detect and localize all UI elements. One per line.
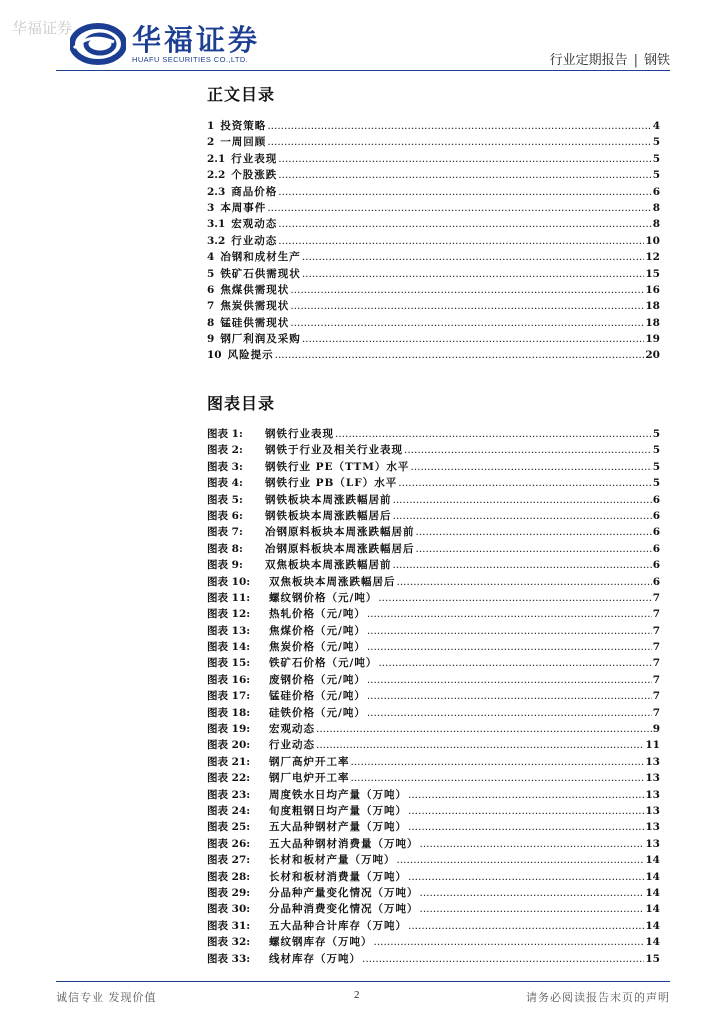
figure-entry-label: 图表 9: xyxy=(207,559,243,572)
toc-entry-title: 钢厂利润及采购 xyxy=(220,333,301,346)
figure-entry-title: 行业动态 xyxy=(269,739,315,752)
figure-entry-title: 冶钢原料板块本周涨跌幅居前 xyxy=(265,526,415,539)
figure-entry-label: 图表 19: xyxy=(207,723,251,736)
figure-entry[interactable] xyxy=(207,655,660,671)
page-number: 2 xyxy=(354,989,360,1001)
figure-entry-title: 锰硅价格（元/吨） xyxy=(269,690,366,703)
toc-leader-dots xyxy=(278,218,651,230)
figure-entry-page: 9 xyxy=(652,723,660,736)
toc-entry-title: 焦炭供需现状 xyxy=(220,300,290,313)
toc-entry-number: 10 xyxy=(207,349,222,362)
brand-name-en: HUAFU SECURITIES CO.,LTD. xyxy=(132,55,249,64)
figure-leader-dots xyxy=(393,510,652,522)
figure-entry-label: 图表 14: xyxy=(207,641,251,654)
toc-entry[interactable] xyxy=(207,282,660,298)
figure-entry[interactable] xyxy=(207,869,660,885)
figure-entry-title: 钢铁行业 PE（TTM）水平 xyxy=(265,460,410,473)
figure-entry[interactable] xyxy=(207,770,660,786)
figure-entry-label: 图表 23: xyxy=(207,788,251,801)
figure-entry-title: 硅铁价格（元/吨） xyxy=(269,706,366,719)
figure-entry-label: 图表 3: xyxy=(207,460,243,473)
figure-entry[interactable] xyxy=(207,819,660,835)
toc-entry-number: 7 xyxy=(207,300,215,313)
figure-leader-dots xyxy=(416,526,652,538)
figure-leader-dots xyxy=(367,707,652,719)
toc-entry-number: 2.3 xyxy=(207,185,226,198)
toc-entry-title: 本周事件 xyxy=(220,201,267,214)
toc-entry[interactable] xyxy=(207,266,660,282)
toc-entry[interactable] xyxy=(207,134,660,150)
figure-entry-label: 图表 8: xyxy=(207,542,243,555)
brand-logo xyxy=(70,22,260,66)
figure-entry-title: 螺纹钢价格（元/吨） xyxy=(269,591,378,604)
toc-entry[interactable] xyxy=(207,249,660,265)
toc-entry[interactable] xyxy=(207,298,660,314)
figure-entry[interactable] xyxy=(207,459,660,475)
toc-entry-number: 8 xyxy=(207,316,215,329)
figure-entry-title: 旬度粗钢日均产量（万吨） xyxy=(269,804,407,817)
toc-entry-page: 8 xyxy=(652,201,660,214)
figure-entry[interactable] xyxy=(207,803,660,819)
figure-leader-dots xyxy=(362,953,644,965)
figure-entry-page: 6 xyxy=(652,559,660,572)
figure-leader-dots xyxy=(420,838,645,850)
figure-entry-page: 7 xyxy=(652,591,660,604)
figure-entry-title: 钢铁行业表现 xyxy=(265,428,334,440)
toc-entry-title: 风险提示 xyxy=(227,349,274,362)
figure-leader-dots xyxy=(408,789,644,801)
toc-entry-page: 6 xyxy=(652,185,660,198)
figure-entry-label: 图表 6: xyxy=(207,509,243,522)
figure-entry-label: 图表 27: xyxy=(207,854,251,867)
figure-entry[interactable] xyxy=(207,688,660,704)
figure-leader-dots xyxy=(404,444,652,456)
figure-entry[interactable] xyxy=(207,508,660,524)
figure-entry[interactable] xyxy=(207,492,660,508)
report-type: 行业定期报告 xyxy=(549,53,628,68)
figure-entry[interactable] xyxy=(207,705,660,721)
figure-entry-page: 6 xyxy=(652,526,660,539)
toc-entry-number: 3.2 xyxy=(207,234,226,247)
toc-entry-number: 2 xyxy=(207,136,215,149)
figure-entry-title: 钢铁于行业及相关行业表现 xyxy=(265,444,403,457)
figure-entry-label: 图表 15: xyxy=(207,657,251,670)
figure-entry-page: 14 xyxy=(645,886,660,899)
figure-leader-dots xyxy=(416,543,652,555)
figure-entry-page: 6 xyxy=(652,493,660,506)
figure-entry-title: 焦炭价格（元/吨） xyxy=(269,641,366,654)
figure-entry-page: 14 xyxy=(645,903,660,916)
figure-entry-page: 7 xyxy=(652,673,660,686)
figure-entry-title: 螺纹钢库存（万吨） xyxy=(269,936,373,949)
figure-entry-label: 图表 24: xyxy=(207,804,251,817)
industry-name: 钢铁 xyxy=(643,53,670,68)
toc-entry-title: 一周回顾 xyxy=(220,136,267,149)
toc-entry-page: 16 xyxy=(645,283,660,296)
huafu-swirl-logo-icon xyxy=(70,22,126,66)
figure-leader-dots xyxy=(408,920,644,932)
toc-leader-dots xyxy=(290,317,644,329)
footer-disclaimer: 请务必阅读报告末页的声明 xyxy=(526,991,670,1004)
figure-leader-dots xyxy=(397,576,652,588)
toc-entry-title: 投资策略 xyxy=(220,120,267,132)
figure-entry-label: 图表 10: xyxy=(207,575,251,588)
toc-entry-title: 行业表现 xyxy=(231,152,278,165)
toc-entry[interactable] xyxy=(207,315,660,331)
toc-entry-page: 19 xyxy=(645,333,660,346)
figure-entry[interactable] xyxy=(207,639,660,655)
figure-leader-dots xyxy=(378,657,651,669)
toc-entry-page: 20 xyxy=(645,349,660,362)
figure-entry-page: 5 xyxy=(652,460,660,473)
figure-entry-page: 7 xyxy=(652,706,660,719)
toc-leader-dots xyxy=(267,136,651,148)
figure-leader-dots xyxy=(367,690,652,702)
figures-title: 图表目录 xyxy=(207,394,276,413)
figure-entry-label: 图表 33: xyxy=(207,952,251,965)
figure-entry-title: 长材和板材产量（万吨） xyxy=(269,854,396,867)
figure-entry-title: 线材库存（万吨） xyxy=(269,952,361,965)
figure-entry[interactable] xyxy=(207,557,660,573)
figure-entry[interactable] xyxy=(207,475,660,491)
figure-entry-page: 13 xyxy=(645,804,660,817)
toc-entry[interactable] xyxy=(207,331,660,347)
figure-entry-page: 6 xyxy=(652,575,660,588)
toc-leader-dots xyxy=(302,333,645,345)
toc-entry[interactable] xyxy=(207,184,660,200)
figure-leader-dots xyxy=(367,674,652,686)
toc-entry-page: 5 xyxy=(652,136,660,149)
toc-entry[interactable] xyxy=(207,233,660,249)
toc-entry-number: 5 xyxy=(207,267,215,280)
figure-entry-label: 图表 28: xyxy=(207,870,251,883)
figure-entry-page: 5 xyxy=(652,428,660,440)
figure-entry-label: 图表 7: xyxy=(207,526,243,539)
figure-leader-dots xyxy=(335,428,652,440)
figure-entry-page: 11 xyxy=(645,739,660,752)
toc-entry-number: 6 xyxy=(207,283,215,296)
figure-entry-title: 双焦板块本周涨跌幅居前 xyxy=(265,559,392,572)
brand-name-cn: 华福证券 xyxy=(132,23,261,57)
figure-entry[interactable] xyxy=(207,787,660,803)
toc-entry-title: 宏观动态 xyxy=(231,218,278,231)
toc-entry-title: 锰硅供需现状 xyxy=(220,316,290,329)
figure-leader-dots xyxy=(393,559,652,571)
figure-entry-title: 冶钢原料板块本周涨跌幅居后 xyxy=(265,542,415,555)
toc-entry[interactable] xyxy=(207,151,660,167)
figure-entry-page: 7 xyxy=(652,690,660,703)
figure-entry[interactable] xyxy=(207,836,660,852)
figure-entry-label: 图表 2: xyxy=(207,444,243,457)
figure-entry-title: 周度铁水日均产量（万吨） xyxy=(269,788,407,801)
toc-entry-number: 3 xyxy=(207,201,215,214)
figure-entry-label: 图表 12: xyxy=(207,608,251,621)
toc-entry[interactable] xyxy=(207,347,660,363)
figure-entry-title: 铁矿石价格（元/吨） xyxy=(269,657,378,670)
toc-entry-number: 1 xyxy=(207,120,215,132)
figure-entry-title: 钢厂电炉开工率 xyxy=(269,772,350,785)
toc-entry-page: 10 xyxy=(645,234,660,247)
figure-entry-label: 图表 32: xyxy=(207,936,251,949)
figure-entry-page: 13 xyxy=(645,755,660,768)
figure-entry[interactable] xyxy=(207,606,660,622)
watermark-text: 华福证券 xyxy=(12,19,73,37)
figure-leader-dots xyxy=(397,854,645,866)
figure-leader-dots xyxy=(316,723,652,735)
toc-leader-dots xyxy=(267,202,651,214)
toc-entry-page: 18 xyxy=(645,316,660,329)
figure-entry[interactable] xyxy=(207,737,660,753)
figure-entry-page: 13 xyxy=(645,837,660,850)
figure-entry[interactable] xyxy=(207,623,660,639)
figure-entry-page: 5 xyxy=(652,477,660,490)
figure-entry-title: 五大品种钢材产量（万吨） xyxy=(269,821,407,834)
figure-leader-dots xyxy=(393,494,652,506)
figure-entry-label: 图表 5: xyxy=(207,493,243,506)
figure-entry[interactable] xyxy=(207,672,660,688)
figure-entry[interactable] xyxy=(207,524,660,540)
figure-leader-dots xyxy=(378,592,651,604)
figure-entry-title: 钢铁行业 PB（LF）水平 xyxy=(265,477,398,490)
figure-entry[interactable] xyxy=(207,885,660,901)
figure-entry-title: 五大品种钢材消费量（万吨） xyxy=(269,837,419,850)
toc-entry-page: 15 xyxy=(645,267,660,280)
figure-leader-dots xyxy=(408,821,644,833)
figure-entry-page: 14 xyxy=(645,870,660,883)
figure-leader-dots xyxy=(367,641,652,653)
figure-entry[interactable] xyxy=(207,721,660,737)
figure-entry-title: 分品种产量变化情况（万吨） xyxy=(269,886,419,899)
figure-entry-title: 双焦板块本周涨跌幅居后 xyxy=(269,575,396,588)
figure-entry[interactable] xyxy=(207,754,660,770)
toc-leader-dots xyxy=(278,169,651,181)
footer-rule xyxy=(56,981,670,982)
figure-leader-dots xyxy=(410,461,651,473)
toc-leader-dots xyxy=(302,268,645,280)
toc-leader-dots xyxy=(290,284,644,296)
toc-leader-dots xyxy=(275,349,645,361)
figure-entry-page: 7 xyxy=(652,608,660,621)
figures-list xyxy=(207,426,660,967)
figure-entry-page: 14 xyxy=(645,936,660,949)
figure-entry-title: 长材和板材消费量（万吨） xyxy=(269,870,407,883)
figure-entry-label: 图表 26: xyxy=(207,837,251,850)
header-separator: | xyxy=(633,53,638,68)
toc-leader-dots xyxy=(278,186,651,198)
figure-entry-label: 图表 4: xyxy=(207,477,243,490)
figure-entry-title: 钢厂高炉开工率 xyxy=(269,755,350,768)
figure-entry[interactable] xyxy=(207,426,660,442)
figure-entry-page: 14 xyxy=(645,854,660,867)
report-header xyxy=(550,49,670,68)
figure-entry-label: 图表 18: xyxy=(207,706,251,719)
toc-entry-page: 4 xyxy=(652,120,660,132)
figure-entry[interactable] xyxy=(207,590,660,606)
toc-entry-page: 5 xyxy=(652,152,660,165)
figure-leader-dots xyxy=(351,772,645,784)
figure-entry-page: 7 xyxy=(652,624,660,637)
figure-entry-page: 13 xyxy=(645,821,660,834)
figure-entry-page: 15 xyxy=(645,952,660,965)
toc-entry-title: 铁矿石供需现状 xyxy=(220,267,301,280)
figure-entry-page: 5 xyxy=(652,444,660,457)
toc-entry[interactable] xyxy=(207,167,660,183)
toc-leader-dots xyxy=(290,300,644,312)
toc-leader-dots xyxy=(278,153,651,165)
figure-entry[interactable] xyxy=(207,934,660,950)
figure-entry[interactable] xyxy=(207,442,660,458)
figure-entry-label: 图表 16: xyxy=(207,673,251,686)
toc-entry[interactable] xyxy=(207,216,660,232)
figure-entry-label: 图表 11: xyxy=(207,591,251,604)
figure-entry-title: 五大品种合计库存（万吨） xyxy=(269,919,407,932)
figure-entry-page: 14 xyxy=(645,919,660,932)
toc-entry-number: 2.2 xyxy=(207,169,226,182)
toc-entry-page: 5 xyxy=(652,169,660,182)
toc-entry-number: 3.1 xyxy=(207,218,226,231)
figure-entry-label: 图表 13: xyxy=(207,624,251,637)
toc-entry-number: 9 xyxy=(207,333,215,346)
toc-leader-dots xyxy=(278,235,644,247)
figure-entry-title: 热轧价格（元/吨） xyxy=(269,608,366,621)
figure-entry-page: 6 xyxy=(652,509,660,522)
figure-leader-dots xyxy=(398,477,651,489)
figure-entry-label: 图表 17: xyxy=(207,690,251,703)
toc-entry-title: 个股涨跌 xyxy=(231,169,278,182)
figure-leader-dots xyxy=(316,739,644,751)
figure-entry-label: 图表 22: xyxy=(207,772,251,785)
toc-entry-title: 行业动态 xyxy=(231,234,278,247)
toc-entry-page: 12 xyxy=(645,251,660,264)
figure-entry-page: 13 xyxy=(645,788,660,801)
figure-entry-label: 图表 30: xyxy=(207,903,251,916)
figure-entry-page: 6 xyxy=(652,542,660,555)
figure-entry[interactable] xyxy=(207,918,660,934)
figure-entry-title: 钢铁板块本周涨跌幅居后 xyxy=(265,509,392,522)
figure-leader-dots xyxy=(351,756,645,768)
figure-entry-title: 宏观动态 xyxy=(269,723,315,736)
figure-entry[interactable] xyxy=(207,852,660,868)
figure-entry-title: 钢铁板块本周涨跌幅居前 xyxy=(265,493,392,506)
figure-leader-dots xyxy=(367,608,652,620)
toc-entry[interactable] xyxy=(207,118,660,134)
figure-leader-dots xyxy=(374,936,645,948)
figure-entry-label: 图表 21: xyxy=(207,755,251,768)
toc-entry[interactable] xyxy=(207,200,660,216)
figure-entry-title: 废钢价格（元/吨） xyxy=(269,673,366,686)
figure-entry-page: 7 xyxy=(652,657,660,670)
toc-entry-title: 冶钢和成材生产 xyxy=(220,251,301,264)
figure-entry-title: 焦煤价格（元/吨） xyxy=(269,624,366,637)
figure-entry-label: 图表 1: xyxy=(207,428,243,440)
footer-slogan: 诚信专业 发现价值 xyxy=(56,991,157,1004)
toc-entry-page: 18 xyxy=(645,300,660,313)
toc-title: 正文目录 xyxy=(207,85,276,104)
toc-list xyxy=(207,118,660,364)
toc-entry-number: 4 xyxy=(207,251,215,264)
figure-entry[interactable] xyxy=(207,951,660,967)
figure-leader-dots xyxy=(420,903,645,915)
figure-leader-dots xyxy=(420,887,645,899)
figure-entry[interactable] xyxy=(207,574,660,590)
toc-entry-page: 8 xyxy=(652,218,660,231)
figure-leader-dots xyxy=(367,625,652,637)
header-rule xyxy=(56,70,670,71)
toc-entry-number: 2.1 xyxy=(207,152,226,165)
figure-entry-title: 分品种消费变化情况（万吨） xyxy=(269,903,419,916)
figure-entry-label: 图表 29: xyxy=(207,886,251,899)
figure-entry-label: 图表 31: xyxy=(207,919,251,932)
figure-entry[interactable] xyxy=(207,901,660,917)
figure-entry-label: 图表 25: xyxy=(207,821,251,834)
figure-entry-label: 图表 20: xyxy=(207,739,251,752)
toc-leader-dots xyxy=(302,251,645,263)
toc-entry-title: 焦煤供需现状 xyxy=(220,283,290,296)
toc-entry-title: 商品价格 xyxy=(231,185,278,198)
toc-leader-dots xyxy=(267,120,651,132)
figure-leader-dots xyxy=(408,805,644,817)
figure-entry[interactable] xyxy=(207,541,660,557)
figure-entry-page: 7 xyxy=(652,641,660,654)
figure-entry-page: 13 xyxy=(645,772,660,785)
figure-leader-dots xyxy=(408,871,644,883)
